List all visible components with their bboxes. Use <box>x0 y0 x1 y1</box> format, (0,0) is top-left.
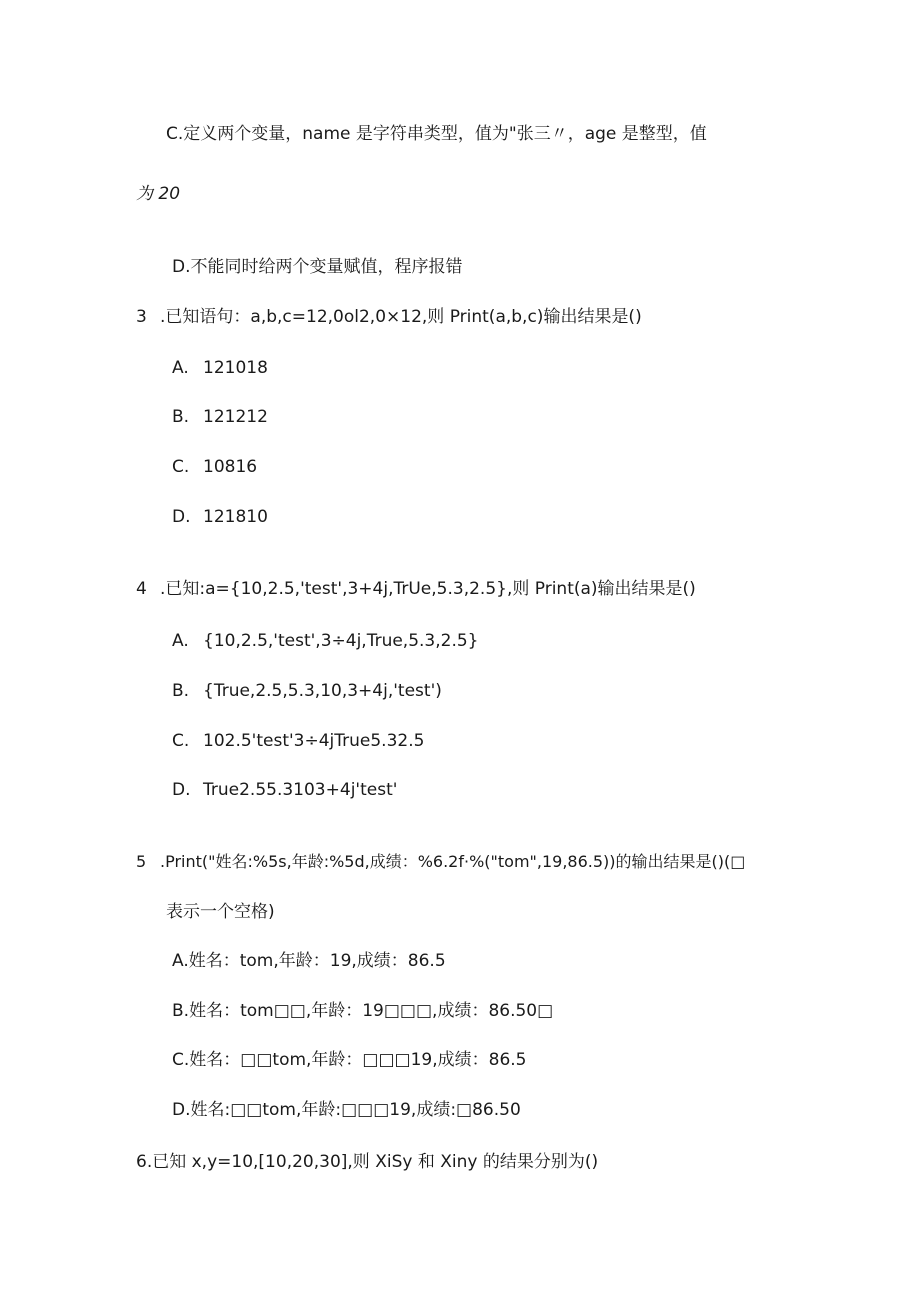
q3-option-c <box>172 455 257 479</box>
option-letter: A. <box>172 358 189 378</box>
option-text: {True,2.5,5.3,10,3+4j,'test') <box>203 681 442 701</box>
question-text: .已知语句：a,b,c=12,0ol2,0×12,则 Print(a,b,c)输出结果是() <box>160 307 642 327</box>
q4-option-b <box>172 679 442 703</box>
q4-option-a <box>172 629 479 653</box>
question-number: 5 <box>136 852 147 871</box>
option-letter: B. <box>172 407 190 427</box>
prev-option-c-line2: 为 20 <box>136 184 181 204</box>
q4-option-c <box>172 729 424 753</box>
q3-option-d <box>172 505 268 529</box>
option-text: 121810 <box>203 507 268 527</box>
option-letter: C. <box>172 457 190 477</box>
option-letter: C. <box>172 731 190 751</box>
question-number: 4 <box>136 579 147 599</box>
q5-option-d: D.姓名:□□tom,年龄:□□□19,成绩:□86.50 <box>172 1100 521 1120</box>
option-text: True2.55.3103+4j'test' <box>203 780 398 800</box>
question-number: 3 <box>136 307 147 327</box>
option-letter: B. <box>172 681 190 701</box>
q5-option-a: A.姓名：tom,年龄：19,成绩：86.5 <box>172 951 446 971</box>
prev-option-d: D.不能同时给两个变量赋值，程序报错 <box>172 257 463 277</box>
question-4 <box>136 577 696 601</box>
prev-option-c-line1: C.定义两个变量，name 是字符串类型，值为"张三〃，age 是整型，值 <box>166 124 707 144</box>
q4-option-d <box>172 778 397 802</box>
option-text: 102.5'test'3÷4jTrue5.32.5 <box>203 731 425 751</box>
question-5 <box>136 850 745 874</box>
option-letter: D. <box>172 507 191 527</box>
q5-option-b: B.姓名：tom□□,年龄：19□□□,成绩：86.50□ <box>172 1001 554 1021</box>
question-text: .Print("姓名:%5s,年龄:%5d,成绩：%6.2f·%("tom",19,86.5))的输出结果是()(□ <box>160 852 746 871</box>
question-6: 6.已知 x,y=10,[10,20,30],则 XiSy 和 Xiny 的结果分别为() <box>136 1152 599 1172</box>
q3-option-a <box>172 356 268 380</box>
option-text: 121212 <box>203 407 268 427</box>
q3-option-b <box>172 405 268 429</box>
option-text: 10816 <box>203 457 258 477</box>
option-text: 121018 <box>203 358 268 378</box>
question-text: .已知:a={10,2.5,'test',3+4j,TrUe,5.3,2.5},则 Print(a)输出结果是() <box>160 579 696 599</box>
option-letter: A. <box>172 631 189 651</box>
q5-option-c: C.姓名：□□tom,年龄：□□□19,成绩：86.5 <box>172 1050 527 1070</box>
option-letter: D. <box>172 780 191 800</box>
option-text: {10,2.5,'test',3÷4j,True,5.3,2.5} <box>203 631 479 651</box>
question-3 <box>136 305 642 329</box>
question-5-line2: 表示一个空格) <box>166 902 275 922</box>
